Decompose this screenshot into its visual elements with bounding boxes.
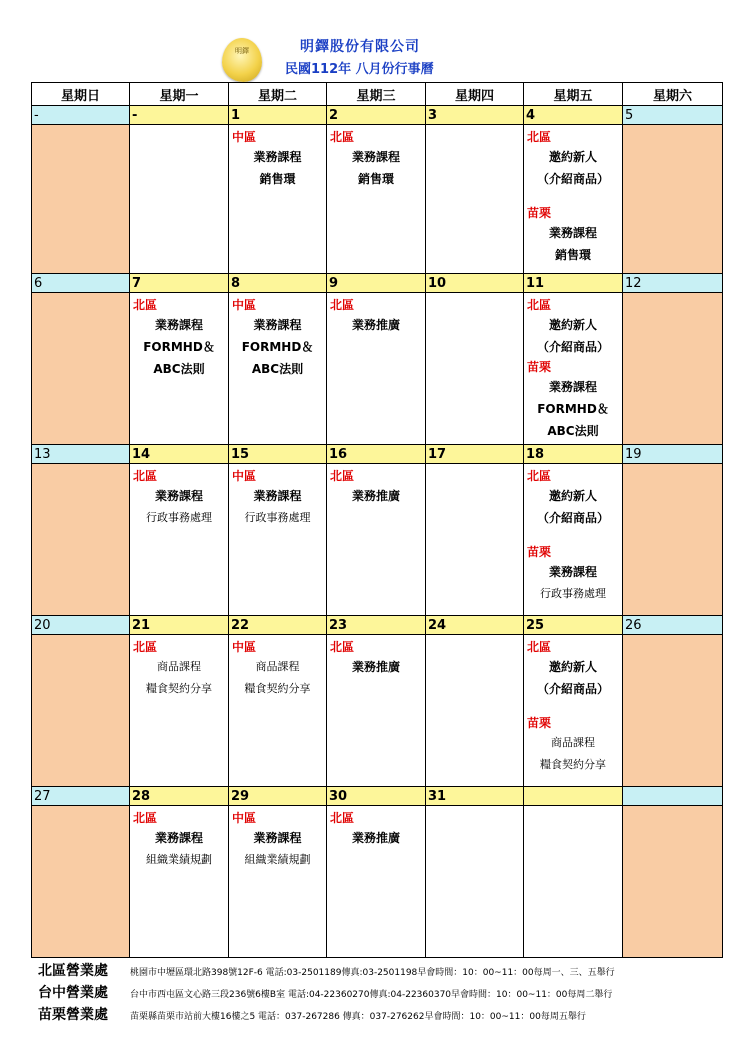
region-label: 苗栗 [527,716,552,730]
date-number: 1 [229,106,327,125]
date-number: - [32,106,130,125]
event-text: 銷售環 [554,248,591,262]
day-cell [327,293,426,445]
event-text: （介紹商品） [536,172,609,186]
day-cell [524,125,623,274]
event-text: ABC法則 [251,362,304,376]
event-text: 業務課程 [548,565,597,579]
event-text: 業務課程 [154,318,203,332]
day-cell [524,464,623,616]
event-text: 邀約新人 [548,660,597,674]
logo-text: 明鐸 [235,47,249,55]
day-cell [426,635,524,787]
date-number: 10 [426,274,524,293]
event-text: 邀約新人 [548,150,597,164]
event-text: 銷售環 [357,172,394,186]
date-number: 22 [229,616,327,635]
event-detail: 商品課程 [157,660,201,673]
day-cell [327,635,426,787]
event-text: 業務課程 [154,831,203,845]
date-number: 29 [229,787,327,806]
weekday-header: 星期二 [229,83,327,106]
day-cell [327,125,426,274]
event-text: 業務課程 [253,489,302,503]
day-cell [32,464,130,616]
day-cell [229,464,327,616]
event-text: FORMHD＆ [143,340,215,354]
date-number: 18 [524,445,623,464]
date-number: 30 [327,787,426,806]
event-detail: 糧食契約分享 [146,682,212,695]
date-number [623,787,723,806]
event-row [32,635,723,787]
date-number: 6 [32,274,130,293]
region-label: 苗栗 [527,206,552,220]
event-text: ABC法則 [547,424,599,438]
weekday-header: 星期六 [623,83,723,106]
event-text: 銷售環 [259,172,296,186]
date-number: 31 [426,787,524,806]
day-cell [623,464,723,616]
event-text: 業務課程 [253,831,302,845]
region-label: 苗栗 [527,360,552,374]
event-detail: 商品課程 [255,660,300,673]
day-cell [327,806,426,958]
region-label: 北區 [330,130,355,144]
office-info-row [38,1004,738,1026]
event-text: 業務推廣 [351,318,400,332]
region-label: 北區 [330,298,355,312]
date-number: 12 [623,274,723,293]
spacer [524,529,622,543]
date-number: 4 [524,106,623,125]
region-label: 中區 [232,469,257,483]
office-info-row [38,960,738,982]
event-row [32,293,723,445]
day-cell [524,635,623,787]
event-row [32,125,723,274]
region-label: 北區 [133,469,158,483]
day-cell [229,125,327,274]
day-cell [623,293,723,445]
date-row [32,274,723,293]
spacer [524,190,622,204]
event-text: 業務推廣 [351,489,400,503]
event-text: FORMHD＆ [241,340,314,354]
date-number: 14 [130,445,229,464]
date-number: 17 [426,445,524,464]
event-text: 邀約新人 [548,318,597,332]
date-number: 2 [327,106,426,125]
date-row [32,106,723,125]
day-cell [130,293,229,445]
calendar-body [32,106,723,958]
day-cell [524,806,623,958]
day-cell [32,293,130,445]
event-text: 業務課程 [154,489,203,503]
region-label: 苗栗 [527,545,552,559]
day-cell [130,635,229,787]
day-cell [229,293,327,445]
event-row [32,464,723,616]
date-row [32,445,723,464]
event-row [32,806,723,958]
day-cell [524,293,623,445]
event-text: FORMHD＆ [537,402,609,416]
region-label: 北區 [133,811,158,825]
date-number: 19 [623,445,723,464]
weekday-header: 星期四 [426,83,524,106]
office-name: 北區營業處 [38,963,108,979]
region-label: 北區 [527,130,552,144]
region-label: 北區 [133,298,158,312]
date-number: 9 [327,274,426,293]
day-cell [327,464,426,616]
calendar-table [31,82,723,958]
region-label: 中區 [232,640,257,654]
event-detail: 行政事務處理 [540,587,606,600]
date-number [524,787,623,806]
region-label: 北區 [527,298,552,312]
day-cell [32,125,130,274]
event-text: 業務課程 [253,150,302,164]
event-detail: 組織業績規劃 [146,853,212,866]
day-cell [229,635,327,787]
event-text: 業務課程 [351,150,400,164]
company-name: 明鐸股份有限公司 [300,39,420,55]
event-detail: 糧食契約分享 [540,758,606,771]
date-number: 24 [426,616,524,635]
region-label: 中區 [232,298,257,312]
day-cell [426,293,524,445]
day-cell [623,635,723,787]
event-text: （介紹商品） [536,682,609,696]
date-row [32,616,723,635]
region-label: 北區 [133,640,158,654]
day-cell [426,125,524,274]
region-label: 北區 [527,640,552,654]
date-number: 7 [130,274,229,293]
region-label: 北區 [527,469,552,483]
region-label: 中區 [232,811,257,825]
date-number: 23 [327,616,426,635]
date-number: 28 [130,787,229,806]
event-text: 業務課程 [548,226,597,240]
date-number: 20 [32,616,130,635]
day-cell [130,464,229,616]
day-cell [426,464,524,616]
event-text: 業務推廣 [351,831,400,845]
date-number: 21 [130,616,229,635]
event-detail: 行政事務處理 [244,511,311,524]
date-number: 5 [623,106,723,125]
day-cell [426,806,524,958]
company-logo [222,38,262,82]
weekday-header: 星期五 [524,83,623,106]
date-number: 16 [327,445,426,464]
day-cell [32,806,130,958]
weekday-header-row [32,83,723,106]
date-number: 11 [524,274,623,293]
document-header [0,28,750,80]
weekday-header: 星期一 [130,83,229,106]
event-text: ABC法則 [153,362,205,376]
office-contact: 台中市西屯區文心路三段236號6樓B室 電話:04-22360270傳真:04-22360370早會時間：10：00~11：00每周二舉行 [130,990,613,1000]
day-cell [32,635,130,787]
event-text: 業務課程 [548,380,597,394]
event-detail: 組織業績規劃 [244,853,311,866]
day-cell [130,806,229,958]
region-label: 中區 [232,130,257,144]
region-label: 北區 [330,640,355,654]
calendar-title: 民國112年 八月份行事曆 [285,62,434,77]
date-row [32,787,723,806]
event-text: 邀約新人 [548,489,597,503]
day-cell [130,125,229,274]
event-text: 業務推廣 [351,660,400,674]
day-cell [229,806,327,958]
date-number: 13 [32,445,130,464]
region-label: 北區 [330,469,355,483]
day-cell [623,125,723,274]
office-name: 苗栗營業處 [38,1007,108,1023]
event-text: （介紹商品） [536,340,609,354]
date-number: 3 [426,106,524,125]
office-name: 台中營業處 [38,985,108,1001]
date-number: 26 [623,616,723,635]
event-detail: 行政事務處理 [146,511,212,524]
office-footer [38,960,738,1026]
weekday-header: 星期三 [327,83,426,106]
day-cell [623,806,723,958]
event-detail: 糧食契約分享 [244,682,311,695]
weekday-header: 星期日 [32,83,130,106]
date-number: 8 [229,274,327,293]
date-number: 15 [229,445,327,464]
spacer [524,700,622,714]
event-detail: 商品課程 [551,736,595,749]
office-info-row [38,982,738,1004]
office-contact: 苗栗縣苗栗市站前大樓16樓之5 電話：037-267286 傳真：037-276262早會時間：10：00~11：00每周五舉行 [130,1012,586,1022]
region-label: 北區 [330,811,355,825]
date-number: 25 [524,616,623,635]
date-number: - [130,106,229,125]
date-number: 27 [32,787,130,806]
event-text: （介紹商品） [536,511,609,525]
event-text: 業務課程 [253,318,302,332]
office-contact: 桃園市中壢區環北路398號12F-6 電話:03-2501189傳真:03-2501198早會時間：10：00~11：00每周一、三、五舉行 [130,968,615,978]
